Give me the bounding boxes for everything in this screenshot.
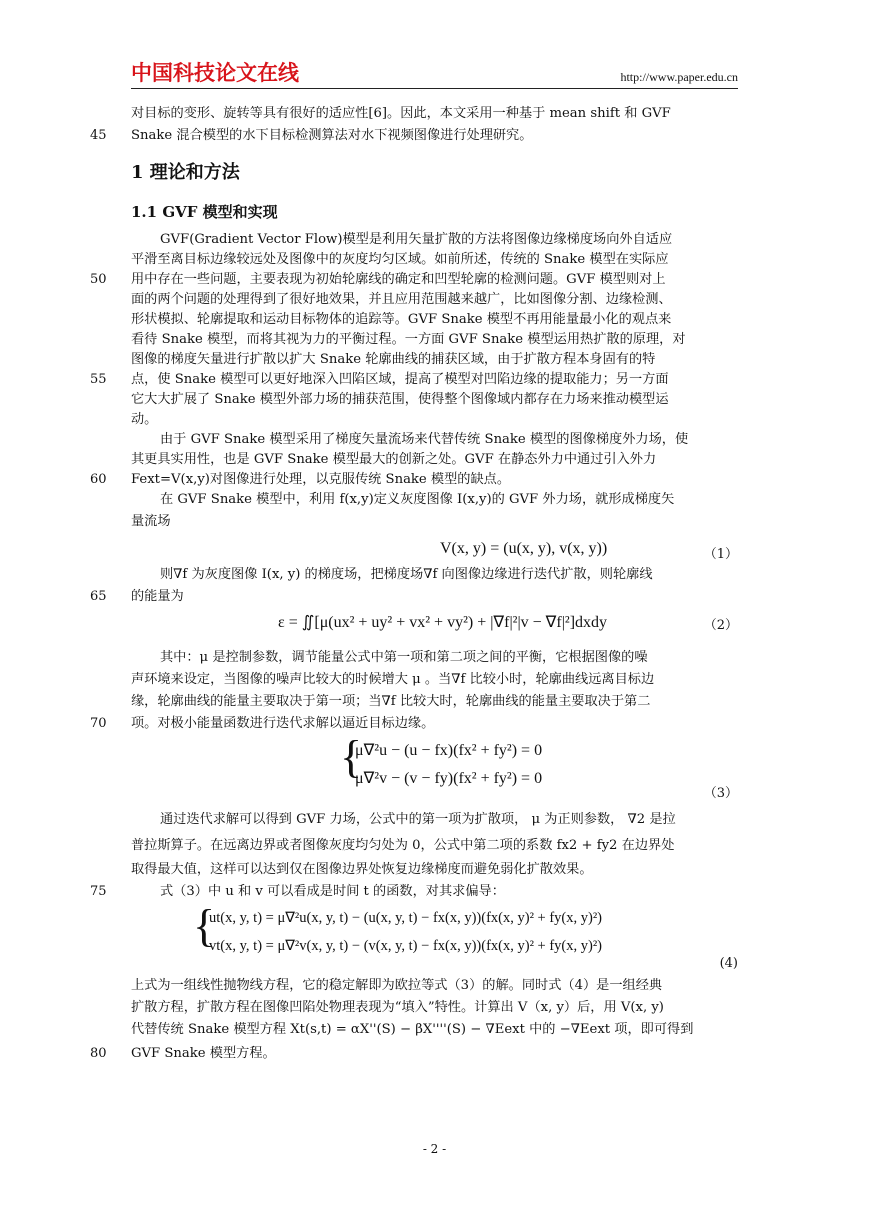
line-number: 70 xyxy=(90,716,107,731)
text-line: 代替传统 Snake 模型方程 Xt(s,t) = αX''(S) − βX''''(S) − ∇Eext 中的 −∇Eext 项，即可得到 xyxy=(131,1022,694,1037)
text-line: 式（3）中 u 和 v 可以看成是时间 t 的函数，对其求偏导： xyxy=(160,884,505,899)
text-line: Snake 混合模型的水下目标检测算法对水下视频图像进行处理研究。 xyxy=(131,128,533,143)
text-line: 其中：μ 是控制参数，调节能量公式中第一项和第二项之间的平衡，它根据图像的噪 xyxy=(160,650,648,665)
text-line: 声环境来设定，当图像的噪声比较大的时候增大 μ 。当∇f 比较小时，轮廓曲线远离目标边 xyxy=(131,672,655,687)
text-line: 形状模拟、轮廓提取和运动目标物体的追踪等。GVF Snake 模型不再用能量最小化的观点来 xyxy=(131,312,672,327)
equation-2: ε = ∬[μ(ux² + uy² + vx² + vy²) + |∇f|²|v − ∇f|²]dxdy xyxy=(278,614,608,631)
text-line: GVF(Gradient Vector Flow)模型是利用矢量扩散的方法将图像边缘梯度场向外自适应 xyxy=(160,232,673,247)
section-heading: 1 理论和方法 xyxy=(131,162,240,183)
text-line: 扩散方程，扩散方程在图像凹陷处物理表现为“填入”特性。计算出 V（x, y）后，用 V(x, y) xyxy=(131,1000,664,1015)
text-line: 其更具实用性，也是 GVF Snake 模型最大的创新之处。GVF 在静态外力中通过引入外力 xyxy=(131,452,657,467)
header-url[interactable]: http://www.paper.edu.cn xyxy=(620,70,738,84)
text-line: 点，使 Snake 模型可以更好地深入凹陷区域，提高了模型对凹陷边缘的提取能力；另一方面 xyxy=(131,372,669,387)
text-line: 对目标的变形、旋转等具有很好的适应性[6]。因此，本文采用一种基于 mean shift 和 GVF xyxy=(131,106,671,121)
text-line: 在 GVF Snake 模型中，利用 f(x,y)定义灰度图像 I(x,y)的 GVF 外力场，就形成梯度矢 xyxy=(160,492,675,507)
text-line: GVF Snake 模型方程。 xyxy=(131,1046,276,1061)
text-line: 用中存在一些问题，主要表现为初始轮廓线的确定和凹型轮廓的检测问题。GVF 模型则对上 xyxy=(131,272,666,287)
text-line: Fext=V(x,y)对图像进行处理，以克服传统 Snake 模型的缺点。 xyxy=(131,472,511,487)
line-number: 55 xyxy=(90,372,107,387)
text-line: 动。 xyxy=(131,412,158,427)
equation-3b: μ∇²v − (v − fy)(fx² + fy²) = 0 xyxy=(355,770,543,787)
line-number: 65 xyxy=(90,589,107,604)
text-line: 图像的梯度矢量进行扩散以扩大 Snake 轮廓曲线的捕获区域，由于扩散方程本身固有的特 xyxy=(131,352,656,367)
text-line: 看待 Snake 模型，而将其视为力的平衡过程。一方面 GVF Snake 模型运用热扩散的原理，对 xyxy=(131,332,686,347)
page-number: - 2 - xyxy=(422,1142,447,1156)
equation-number: （2） xyxy=(703,618,738,633)
equation-brace: { xyxy=(340,731,363,782)
equation-number: (4) xyxy=(719,956,738,971)
text-line: 由于 GVF Snake 模型采用了梯度矢量流场来代替传统 Snake 模型的图像梯度外力场，使 xyxy=(160,432,689,447)
text-line: 面的两个问题的处理得到了很好地效果，并且应用范围越来越广，比如图像分割、边缘检测、 xyxy=(131,292,672,307)
line-number: 80 xyxy=(90,1046,107,1061)
equation-3a: μ∇²u − (u − fx)(fx² + fy²) = 0 xyxy=(355,742,543,759)
journal-logo: 中国科技论文在线 xyxy=(131,61,299,85)
equation-number: （3） xyxy=(703,786,738,801)
line-number: 75 xyxy=(90,884,107,899)
line-number: 45 xyxy=(90,128,107,143)
text-line: 上式为一组线性抛物线方程，它的稳定解即为欧拉等式（3）的解。同时式（4）是一组经典 xyxy=(131,978,663,993)
text-line: 取得最大值，这样可以达到仅在图像边界处恢复边缘梯度而避免弱化扩散效果。 xyxy=(131,862,593,877)
text-line: 量流场 xyxy=(131,514,171,529)
text-line: 的能量为 xyxy=(131,589,184,604)
text-line: 通过迭代求解可以得到 GVF 力场，公式中的第一项为扩散项， μ 为正则参数， ∇2 是拉 xyxy=(160,812,676,827)
text-line: 它大大扩展了 Snake 模型外部力场的捕获范围，使得整个图像域内都存在力场来推动模型运 xyxy=(131,392,669,407)
equation-4a: ut(x, y, t) = μ∇²u(x, y, t) − (u(x, y, t) − fx(x, y))(fx(x, y)² + fy(x, y)²) xyxy=(209,910,603,926)
subsection-heading: 1.1 GVF 模型和实现 xyxy=(131,203,278,221)
text-line: 则∇f 为灰度图像 I(x, y) 的梯度场，把梯度场∇f 向图像边缘进行迭代扩散，则轮廓线 xyxy=(160,567,653,582)
text-line: 缘，轮廓曲线的能量主要取决于第一项；当∇f 比较大时，轮廓曲线的能量主要取决于第二 xyxy=(131,694,651,709)
line-number: 60 xyxy=(90,472,107,487)
header-divider xyxy=(131,88,738,89)
equation-number: （1） xyxy=(703,547,738,562)
equation-4b: vt(x, y, t) = μ∇²v(x, y, t) − (v(x, y, t) − fx(x, y))(fx(x, y)² + fy(x, y)²) xyxy=(209,938,603,954)
text-line: 项。对极小能量函数进行迭代求解以逼近目标边缘。 xyxy=(131,716,435,731)
equation-1: V(x, y) = (u(x, y), v(x, y)) xyxy=(440,540,608,557)
line-number: 50 xyxy=(90,272,107,287)
text-line: 普拉斯算子。在远离边界或者图像灰度均匀处为 0，公式中第二项的系数 fx2 + fy2 在边界处 xyxy=(131,838,675,853)
text-line: 平滑至离目标边缘较远处及图像中的灰度均匀区域。如前所述，传统的 Snake 模型在实际应 xyxy=(131,252,669,267)
equation-brace: { xyxy=(193,900,216,951)
